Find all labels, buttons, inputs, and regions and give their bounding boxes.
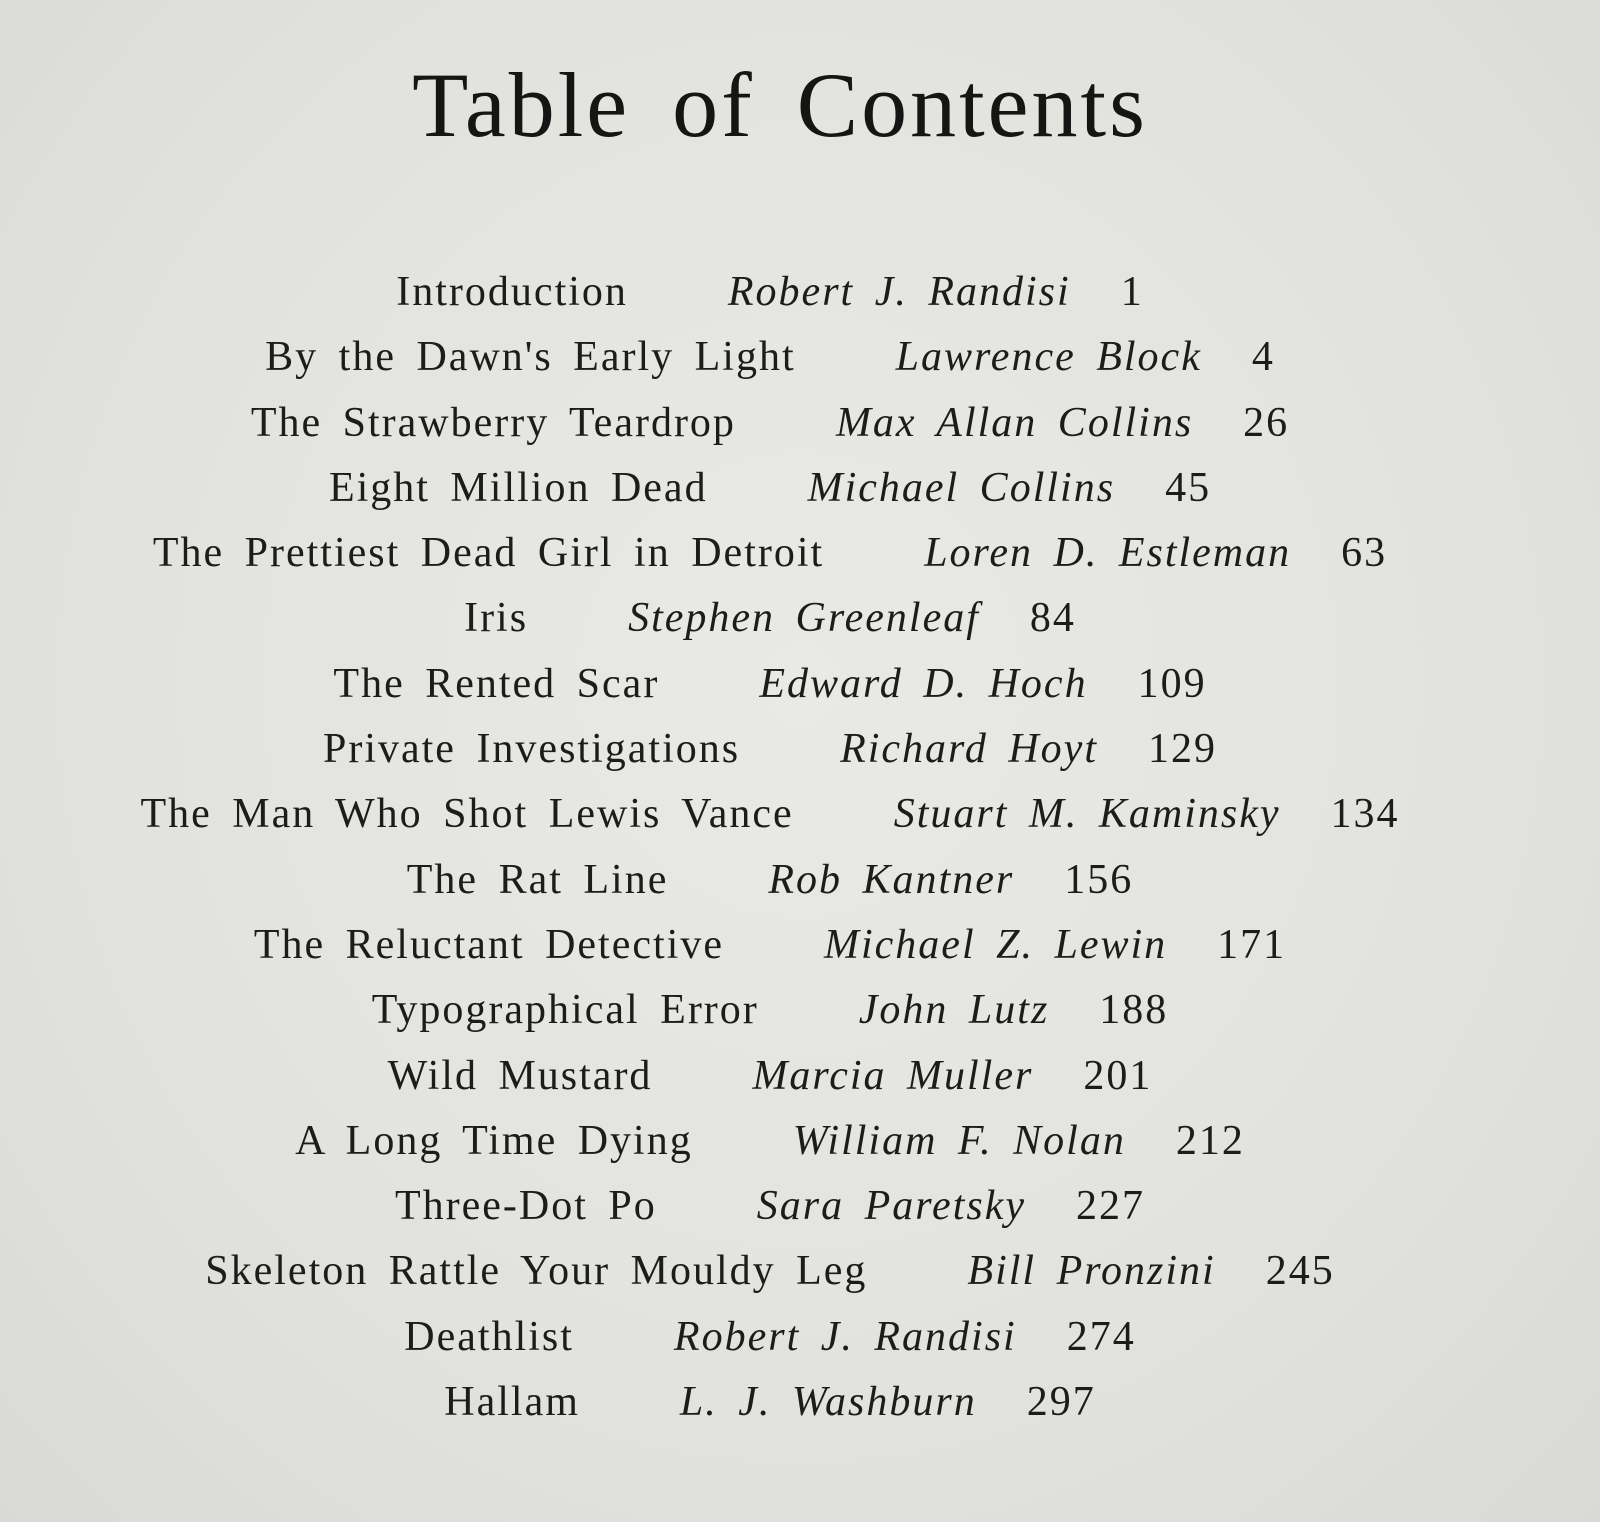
page-number: 84: [1029, 595, 1076, 642]
story-title: Skeleton Rattle Your Mouldy Leg: [205, 1248, 868, 1295]
story-title: The Man Who Shot Lewis Vance: [140, 791, 794, 838]
toc-entry: [0, 1052, 1540, 1117]
toc-entry: [0, 1182, 1540, 1247]
story-title: Deathlist: [404, 1313, 574, 1360]
story-title: The Strawberry Teardrop: [250, 399, 736, 446]
page-title: Table of Contents: [412, 54, 1148, 156]
story-title: Introduction: [396, 269, 628, 315]
page-number: 274: [1066, 1313, 1136, 1360]
story-title: Private Investigations: [322, 726, 741, 773]
page-number: 63: [1341, 530, 1388, 577]
story-author: Richard Hoyt: [840, 726, 1098, 773]
story-title: Wild Mustard: [387, 1052, 653, 1099]
toc-entry: [0, 1313, 1540, 1378]
story-title: Hallam: [444, 1379, 580, 1426]
page-number: 45: [1165, 464, 1212, 511]
page-number: 188: [1099, 987, 1169, 1034]
story-author: Edward D. Hoch: [759, 660, 1088, 707]
story-author: Marcia Muller: [752, 1052, 1034, 1099]
page-number: 1: [1120, 269, 1144, 315]
toc-entry: [0, 660, 1540, 725]
story-author: Stephen Greenleaf: [628, 595, 980, 642]
toc-entry: [0, 1378, 1540, 1443]
page-number: 212: [1175, 1117, 1245, 1164]
story-author: Michael Z. Lewin: [824, 921, 1168, 968]
toc-entry: [0, 725, 1540, 790]
toc-entry: [0, 529, 1540, 594]
toc-entry: [0, 268, 1540, 333]
page-number: 156: [1064, 856, 1134, 903]
story-author: Lawrence Block: [895, 334, 1202, 381]
story-author: Rob Kantner: [768, 856, 1015, 903]
page-number: 26: [1243, 399, 1290, 446]
story-title: Eight Million Dead: [328, 464, 708, 511]
story-title: Typographical Error: [371, 987, 759, 1034]
story-title: The Rat Line: [406, 856, 669, 903]
story-title: Three-Dot Po: [394, 1183, 657, 1230]
page-number: 171: [1217, 921, 1287, 968]
story-author: L. J. Washburn: [679, 1379, 977, 1426]
story-author: William F. Nolan: [792, 1117, 1126, 1164]
toc-entry: [0, 856, 1540, 921]
toc-entry: [0, 921, 1540, 986]
story-title: By the Dawn's Early Light: [265, 334, 796, 381]
page-number: 201: [1083, 1052, 1153, 1099]
page-number: 129: [1148, 726, 1217, 773]
table-of-contents: [0, 268, 1540, 1443]
page-number: 109: [1137, 660, 1207, 707]
toc-entry: [0, 333, 1540, 398]
toc-entry: [0, 1117, 1540, 1182]
story-title: Iris: [464, 595, 529, 642]
story-author: Max Allan Collins: [835, 399, 1194, 446]
story-author: Sara Paretsky: [756, 1183, 1026, 1230]
toc-entry: [0, 986, 1540, 1051]
story-title: The Reluctant Detective: [253, 921, 724, 968]
toc-entry: [0, 594, 1540, 659]
story-title: The Prettiest Dead Girl in Detroit: [152, 530, 825, 577]
page-number: 245: [1265, 1248, 1335, 1295]
story-title: The Rented Scar: [333, 660, 660, 707]
page-number: 297: [1026, 1379, 1096, 1426]
story-author: John Lutz: [858, 987, 1050, 1034]
story-author: Bill Pronzini: [967, 1248, 1216, 1295]
story-author: Michael Collins: [807, 464, 1116, 511]
story-author: Loren D. Estleman: [924, 530, 1292, 577]
story-author: Stuart M. Kaminsky: [893, 791, 1281, 838]
story-author: Robert J. Randisi: [673, 1313, 1017, 1360]
toc-entry: [0, 399, 1540, 464]
toc-entry: [0, 1247, 1540, 1312]
page-number: 134: [1330, 791, 1400, 838]
story-author: Robert J. Randisi: [727, 269, 1071, 315]
toc-entry: [0, 464, 1540, 529]
page-number: 4: [1251, 334, 1275, 381]
page-number: 227: [1076, 1183, 1145, 1230]
toc-entry: [0, 790, 1540, 855]
story-title: A Long Time Dying: [295, 1117, 693, 1164]
